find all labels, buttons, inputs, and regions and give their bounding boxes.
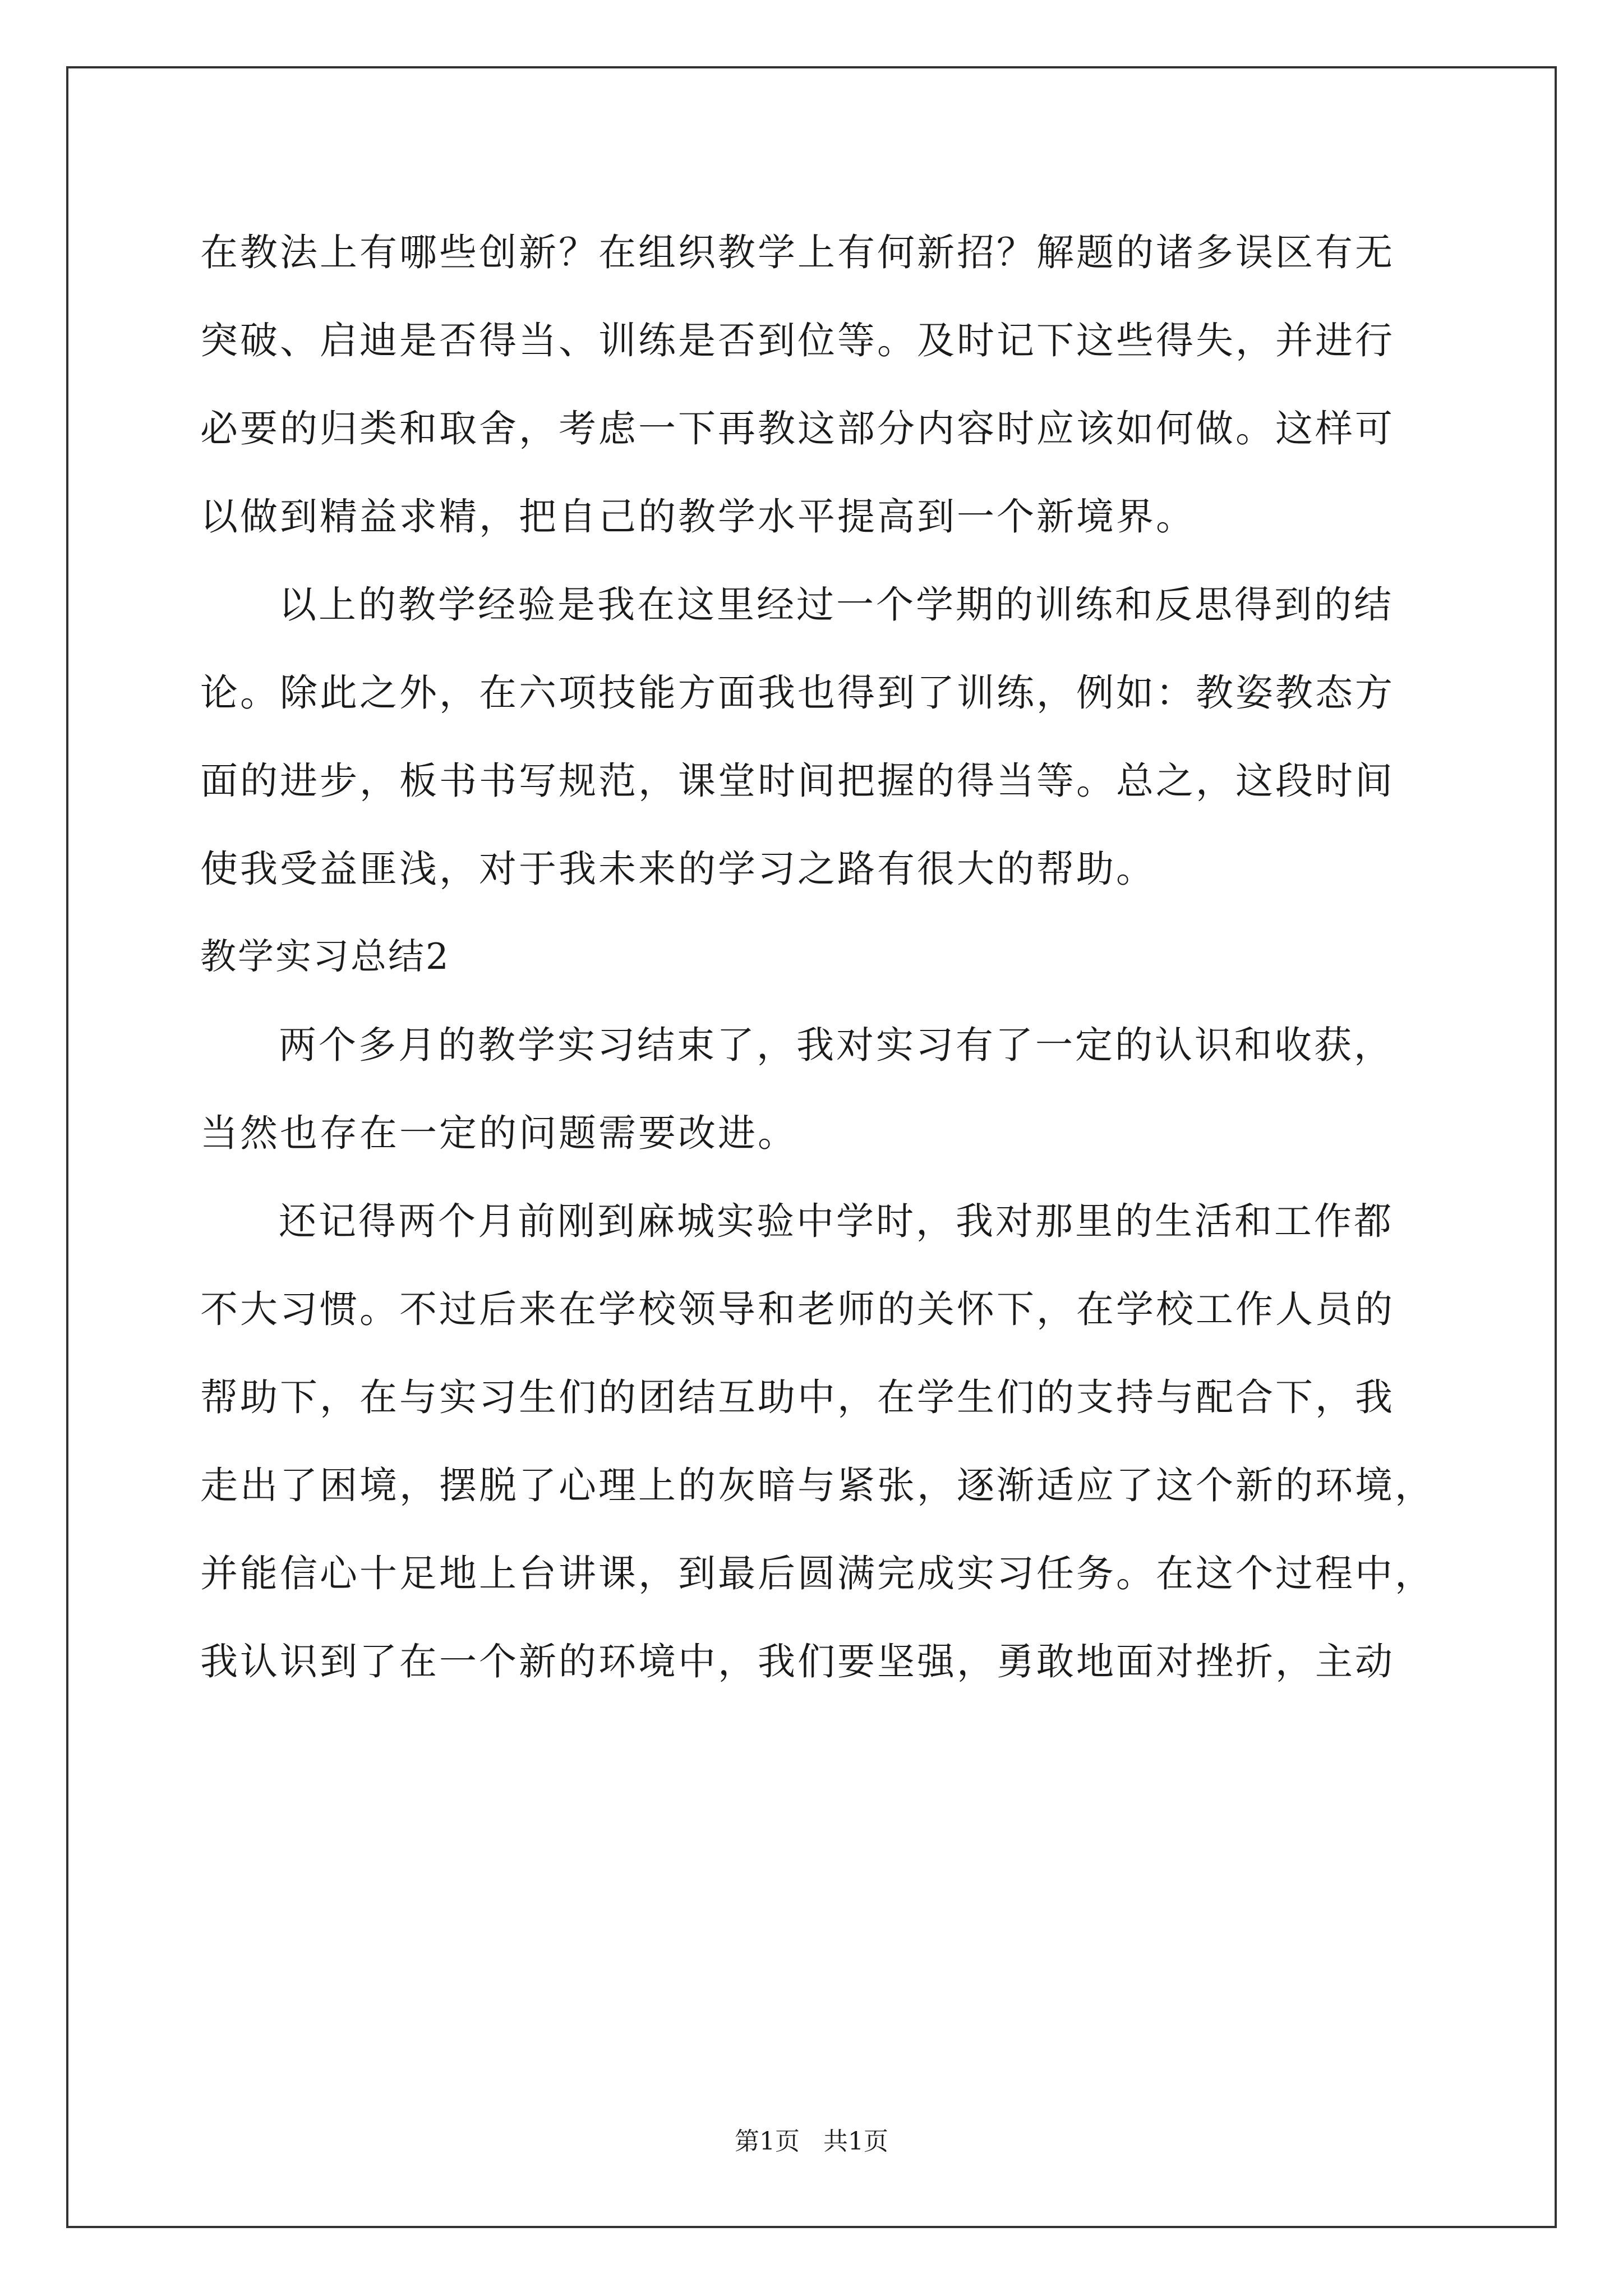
text-line: 必要的归类和取舍，考虑一下再教这部分内容时应该如何做。这样可 bbox=[200, 407, 1395, 450]
page-number-footer: 第1页 共1页 bbox=[735, 2127, 888, 2156]
paragraph-first-line: 两个多月的教学实习结束了，我对实习有了一定的认识和收获， bbox=[279, 1023, 1394, 1067]
text-line: 在教法上有哪些创新？在组织教学上有何新招？解题的诸多误区有无 bbox=[200, 231, 1395, 274]
text-line: 并能信心十足地上台讲课，到最后圆满完成实习任务。在这个过程中， bbox=[200, 1552, 1435, 1595]
text-line: 面的进步，板书书写规范，课堂时间把握的得当等。总之，这段时间 bbox=[200, 759, 1395, 803]
text-line: 我认识到了在一个新的环境中，我们要坚强，勇敢地面对挫折，主动 bbox=[200, 1640, 1395, 1683]
paragraph-first-line: 还记得两个月前刚到麻城实验中学时，我对那里的生活和工作都 bbox=[279, 1199, 1394, 1243]
text-line: 以做到精益求精，把自己的教学水平提高到一个新境界。 bbox=[200, 495, 1196, 539]
text-line: 走出了困境，摆脱了心理上的灰暗与紧张，逐渐适应了这个新的环境， bbox=[200, 1464, 1435, 1507]
text-line: 不大习惯。不过后来在学校领导和老师的关怀下，在学校工作人员的 bbox=[200, 1287, 1395, 1331]
text-line: 突破、启迪是否得当、训练是否到位等。及时记下这些得失，并进行 bbox=[200, 319, 1395, 362]
section-heading: 教学实习总结2 bbox=[200, 936, 450, 978]
text-line: 帮助下，在与实习生们的团结互助中，在学生们的支持与配合下，我 bbox=[200, 1375, 1395, 1419]
text-line: 使我受益匪浅，对于我未来的学习之路有很大的帮助。 bbox=[200, 847, 1156, 891]
text-line: 论。除此之外，在六项技能方面我也得到了训练，例如：教姿教态方 bbox=[200, 671, 1395, 715]
paragraph-first-line: 以上的教学经验是我在这里经过一个学期的训练和反思得到的结 bbox=[279, 583, 1394, 627]
text-line: 当然也存在一定的问题需要改进。 bbox=[200, 1111, 797, 1155]
